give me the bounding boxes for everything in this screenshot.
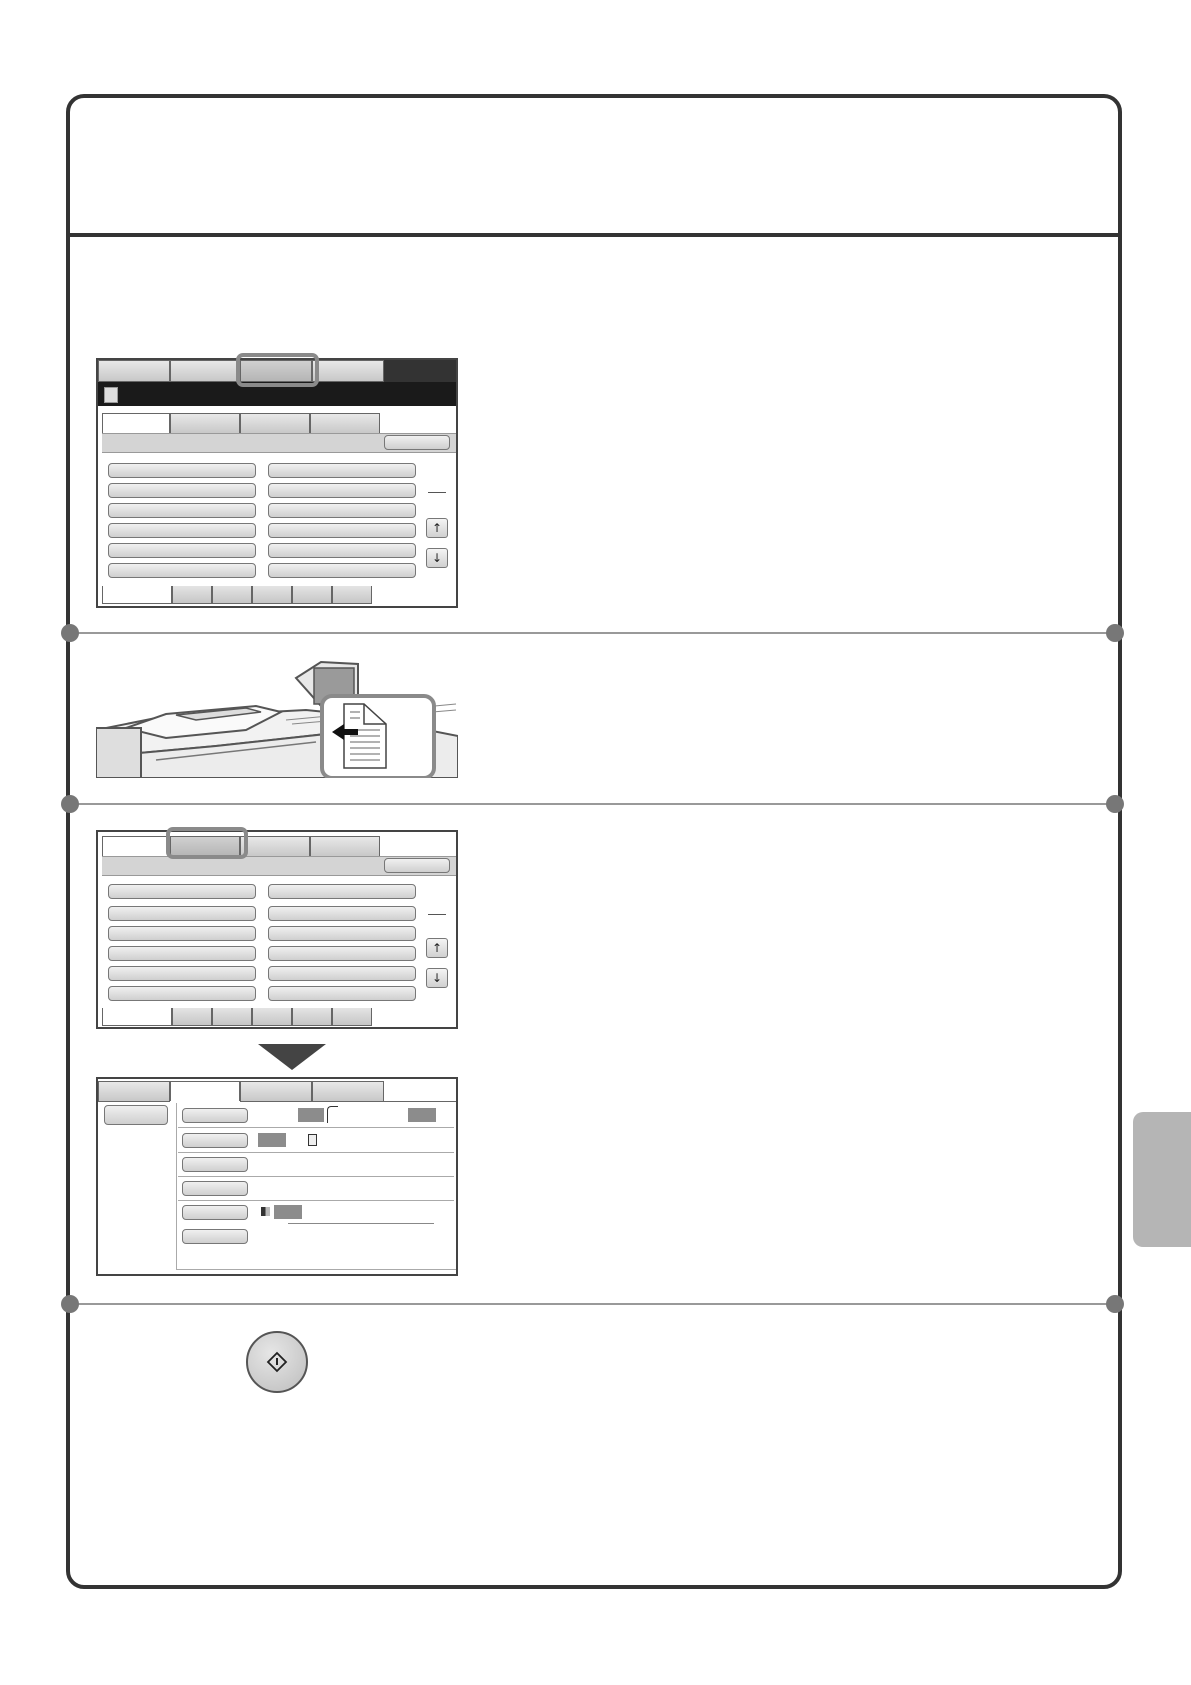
value-box [258, 1133, 286, 1147]
separator-dot [1106, 795, 1124, 813]
step-separator [70, 632, 1118, 634]
list-button[interactable] [268, 906, 416, 921]
up-arrow-icon: ↑ [431, 521, 443, 535]
mode-tab[interactable] [312, 360, 384, 382]
divider [176, 1103, 177, 1269]
up-arrow-icon: ↑ [431, 941, 443, 955]
strip-button[interactable] [384, 858, 450, 873]
sub-tab[interactable] [312, 1081, 384, 1101]
index-tab[interactable] [172, 586, 212, 604]
index-tab[interactable] [212, 1008, 252, 1026]
index-tab[interactable] [292, 1008, 332, 1026]
list-button[interactable] [268, 926, 416, 941]
start-key-icon [266, 1351, 288, 1373]
down-arrow-icon: ↓ [431, 971, 443, 985]
setting-button[interactable] [182, 1181, 248, 1196]
side-button[interactable] [104, 1105, 168, 1125]
value-box [298, 1108, 324, 1122]
scroll-up-button[interactable] [426, 938, 448, 958]
document-feeder-illustration [96, 660, 458, 778]
index-tab[interactable] [292, 586, 332, 604]
sub-tab[interactable] [240, 1081, 312, 1101]
start-key[interactable] [246, 1331, 308, 1393]
list-button[interactable] [108, 543, 256, 558]
sub-tab[interactable] [170, 413, 240, 433]
index-tab[interactable] [212, 586, 252, 604]
step-separator [70, 803, 1118, 805]
sub-tab[interactable] [98, 1081, 170, 1101]
row-divider [288, 1223, 434, 1224]
divider [176, 1269, 456, 1270]
tab-underline [98, 1101, 170, 1102]
list-button[interactable] [268, 946, 416, 961]
separator-dot [61, 624, 79, 642]
index-tab[interactable] [252, 586, 292, 604]
header-rule [66, 233, 1122, 237]
touch-panel-step3b [96, 1077, 458, 1276]
down-arrow-icon: ↓ [431, 551, 443, 565]
list-button[interactable] [268, 966, 416, 981]
page-indicator [428, 492, 446, 493]
list-button[interactable] [108, 463, 256, 478]
selection-highlight [166, 827, 248, 859]
row-divider [178, 1176, 454, 1177]
row-divider [178, 1152, 454, 1153]
separator-dot [1106, 1295, 1124, 1313]
document-icon [104, 387, 118, 403]
row-divider [178, 1127, 454, 1128]
value-box [274, 1205, 302, 1219]
divider [456, 1103, 457, 1269]
page-indicator [428, 914, 446, 915]
setting-button[interactable] [182, 1205, 248, 1220]
list-button[interactable] [268, 543, 416, 558]
mode-tab[interactable] [98, 360, 170, 382]
list-button[interactable] [108, 906, 256, 921]
list-button[interactable] [268, 463, 416, 478]
index-tab[interactable] [172, 1008, 212, 1026]
down-triangle-icon [258, 1044, 326, 1070]
list-button[interactable] [108, 483, 256, 498]
list-button[interactable] [268, 503, 416, 518]
sub-tab[interactable] [240, 413, 310, 433]
list-button[interactable] [268, 523, 416, 538]
index-tab[interactable] [332, 1008, 372, 1026]
scroll-down-button[interactable] [426, 968, 448, 988]
original-placement-callout [322, 696, 434, 778]
scroll-up-button[interactable] [426, 518, 448, 538]
index-tab[interactable] [332, 586, 372, 604]
list-button[interactable] [268, 483, 416, 498]
sub-tab[interactable] [102, 836, 170, 856]
sub-tab[interactable] [310, 413, 380, 433]
separator-dot [61, 795, 79, 813]
mode-tab[interactable] [170, 360, 240, 382]
row-divider [178, 1200, 454, 1201]
setting-button[interactable] [182, 1108, 248, 1123]
value-box [408, 1108, 436, 1122]
selection-highlight [236, 353, 319, 387]
list-button[interactable] [268, 986, 416, 1001]
sub-tab[interactable] [310, 836, 380, 856]
separator-dot [1106, 624, 1124, 642]
list-button[interactable] [108, 884, 256, 899]
scroll-down-button[interactable] [426, 548, 448, 568]
document-icon [308, 1134, 317, 1146]
index-tab[interactable] [102, 1008, 172, 1026]
list-button[interactable] [108, 503, 256, 518]
list-button[interactable] [108, 986, 256, 1001]
setting-button[interactable] [182, 1157, 248, 1172]
sub-tab-active[interactable] [170, 1081, 240, 1101]
paper-icon [327, 1106, 338, 1123]
list-button[interactable] [268, 884, 416, 899]
color-mode-icon [261, 1207, 270, 1216]
list-button[interactable] [108, 523, 256, 538]
list-button[interactable] [108, 946, 256, 961]
list-button[interactable] [108, 966, 256, 981]
mode-tab[interactable] [384, 360, 458, 382]
setting-button[interactable] [182, 1133, 248, 1148]
list-button[interactable] [108, 563, 256, 578]
touch-panel-step1 [96, 358, 458, 608]
sub-tab[interactable] [102, 413, 170, 433]
sub-tab[interactable] [240, 836, 310, 856]
chapter-side-tab [1133, 1112, 1191, 1247]
strip-button[interactable] [384, 435, 450, 450]
step-separator [70, 1303, 1118, 1305]
tab-underline [240, 1101, 458, 1102]
index-tab[interactable] [252, 1008, 292, 1026]
setting-button[interactable] [182, 1229, 248, 1244]
touch-panel-step3a [96, 830, 458, 1029]
list-button[interactable] [108, 926, 256, 941]
separator-dot [61, 1295, 79, 1313]
index-tab[interactable] [102, 586, 172, 604]
list-button[interactable] [268, 563, 416, 578]
